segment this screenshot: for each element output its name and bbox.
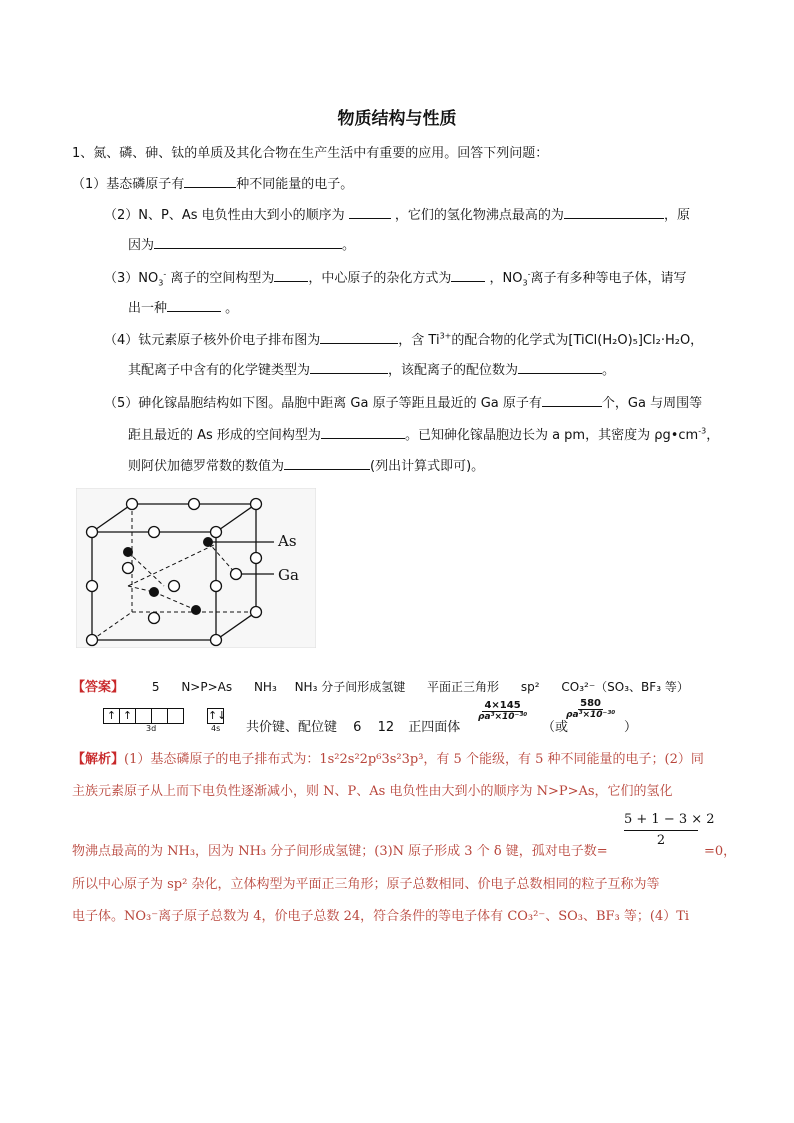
- orbital-box: [151, 708, 168, 724]
- q2-blank-3[interactable]: [154, 236, 342, 249]
- explanation-fraction: [624, 812, 715, 848]
- q5-text-e: ，: [706, 428, 720, 443]
- q5-text-b: 个，Ga 与周围等: [601, 396, 703, 411]
- answer-fraction-1: [478, 700, 527, 722]
- answer-item-4: NH₃ 分子间形成氢键: [294, 680, 406, 694]
- q5-blank-3[interactable]: [284, 457, 370, 470]
- q3-blank-2[interactable]: [451, 269, 485, 282]
- fraction-1-numerator: 4×145: [484, 700, 521, 711]
- explanation-line-1: [72, 748, 704, 767]
- question-4-line2: [128, 361, 615, 380]
- answer-item-1: 5: [151, 680, 160, 694]
- q1-text-b: 种不同能量的电子。: [236, 177, 354, 192]
- question-3-line1: [104, 269, 687, 288]
- label-ga: Ga: [278, 566, 299, 584]
- q1-blank[interactable]: [184, 175, 236, 188]
- explanation-fraction-denominator: 2: [656, 833, 666, 848]
- q2-text-b: ，它们的氢化物沸点最高的为: [394, 208, 564, 223]
- answer-item-10: 12: [377, 720, 395, 735]
- orbital-box: [135, 708, 152, 724]
- question-5-line2: [128, 426, 719, 445]
- explanation-line-3-end: =0，: [704, 844, 737, 859]
- q5-text-g: (列出计算式即可)。: [370, 459, 485, 474]
- q5-blank-2[interactable]: [321, 426, 405, 439]
- q3-text-d: ，NO: [489, 271, 523, 286]
- q5-sup: -3: [698, 426, 707, 436]
- q3-sub: 3: [158, 278, 164, 288]
- orbital-4s-boxes: [208, 708, 227, 724]
- question-3-line2: [128, 299, 238, 318]
- answer-item-7: CO₃²⁻（SO₃、BF₃ 等）: [561, 680, 689, 694]
- orbital-3d: [104, 704, 184, 724]
- answer-item-5: 平面正三角形: [427, 680, 500, 694]
- q2-blank-1[interactable]: [349, 206, 391, 219]
- explanation-line-4: 所以中心原子为 sp² 杂化，立体构型为平面正三角形；原子总数相同、价电子总数相同的粒子互称为等: [72, 877, 660, 892]
- fraction-1-denominator: ρa³×10⁻³⁰: [478, 712, 528, 722]
- q2-text-c: ，原: [663, 208, 690, 223]
- question-5-line3: [128, 457, 484, 476]
- orbital-box: ↑: [119, 708, 136, 724]
- q3-text-e: 离子有多种等电子体，请写: [530, 271, 687, 286]
- answer-item-6: sp²: [520, 680, 540, 694]
- q3-blank-1[interactable]: [274, 269, 308, 282]
- explanation-label: 【解析】: [72, 752, 125, 767]
- orbital-box: ↑↓: [208, 709, 227, 722]
- q1-text-a: （1）基态磷原子有: [72, 177, 185, 192]
- q3-text-b: 离子的空间构型为: [170, 271, 275, 286]
- answer-fraction-2: [566, 698, 615, 720]
- q5-text-a: （5）砷化镓晶胞结构如下图。晶胞中距离 Ga 原子等距且最近的 Ga 原子有: [104, 396, 542, 411]
- q5-text-d: 。已知砷化镓晶胞边长为 a pm，其密度为 ρg•cm: [404, 428, 699, 443]
- explanation-line-3: 物沸点最高的为 NH₃，因为 NH₃ 分子间形成氢键；(3)N 原子形成 3 个 δ 键，孤对电子数=: [72, 844, 608, 859]
- explanation-line-5: 电子体。NO₃⁻离子原子总数为 4，价电子总数 24，符合条件的等电子体有 CO₃²⁻、SO₃、BF₃ 等；(4）Ti: [72, 909, 690, 924]
- question-1: [72, 175, 353, 194]
- answer-or-close: ）: [624, 720, 638, 735]
- q4-text-a: （4）钛元素原子核外价电子排布图为: [104, 333, 321, 348]
- q4-text-c: 的配合物的化学式为[TiCl(H₂O)₅]Cl₂·H₂O，: [451, 333, 704, 348]
- q4-blank-1[interactable]: [320, 331, 398, 344]
- explanation-text-1: (1）基态磷原子的电子排布式为：1s²2s²2p⁶3s²3p³，有 5 个能级，有 5 种不同能量的电子；(2）同: [124, 752, 704, 767]
- answer-item-2: N>P>As: [181, 680, 233, 694]
- q3-sup-2: -: [527, 269, 531, 279]
- q3-sup: -: [163, 269, 167, 279]
- answer-or-open: （或: [542, 720, 569, 735]
- orbital-4s: [208, 704, 227, 724]
- fraction-1: [478, 700, 527, 722]
- answer-item-11: 正四面体: [408, 720, 461, 735]
- orbital-box: [167, 708, 184, 724]
- explanation-line-2: 主族元素原子从上而下电负性逐渐减小，则 N、P、As 电负性由大到小的顺序为 N>P>As，它们的氢化: [72, 784, 673, 799]
- orbital-3d-boxes: [104, 708, 184, 724]
- q2-text-e: 。: [342, 238, 356, 253]
- question-5-line1: [104, 394, 702, 413]
- fraction-2-denominator: ρa³×10⁻³⁰: [566, 710, 616, 720]
- orbital-3d-label: 3d: [146, 724, 157, 733]
- q3-text-a: （3）NO: [104, 271, 159, 286]
- q2-blank-2[interactable]: [564, 206, 664, 219]
- fraction-2: [566, 698, 615, 720]
- q5-blank-1[interactable]: [542, 394, 602, 407]
- label-as: As: [278, 532, 297, 550]
- question-4-line1: [104, 331, 703, 350]
- answer-item-8: 共价键、配位键: [246, 720, 338, 735]
- answer-label: 【答案】: [72, 680, 125, 695]
- answer-item-9: 6: [353, 720, 362, 735]
- q4-text-e: ，该配离子的配位数为: [388, 363, 519, 378]
- fraction-2-numerator: 580: [580, 698, 602, 709]
- orbital-4s-label: 4s: [211, 724, 221, 733]
- q3-sub-2: 3: [522, 278, 528, 288]
- q3-text-c: ，中心原子的杂化方式为: [308, 271, 452, 286]
- q4-text-d: 其配离子中含有的化学键类型为: [128, 363, 311, 378]
- question-intro: 1、氮、磷、砷、钛的单质及其化合物在生产生活中有重要的应用。回答下列问题：: [72, 146, 549, 161]
- q4-blank-3[interactable]: [518, 361, 602, 374]
- q4-text-f: 。: [602, 363, 616, 378]
- answer-line-2: [246, 716, 460, 735]
- question-2-line1: [104, 206, 690, 225]
- crystal-cell-figure: [76, 488, 316, 648]
- question-2-line2: [128, 236, 355, 255]
- q5-text-f: 则阿伏加德罗常数的数值为: [128, 459, 285, 474]
- explanation-fraction-numerator: 5 + 1 − 3 × 2: [624, 812, 698, 831]
- q3-text-g: 。: [225, 301, 239, 316]
- page-title: 物质结构与性质: [337, 109, 457, 129]
- q3-blank-3[interactable]: [167, 299, 221, 312]
- q2-text-d: 因为: [128, 238, 155, 253]
- q5-text-c: 距且最近的 As 形成的空间构型为: [128, 428, 321, 443]
- q4-blank-2[interactable]: [310, 361, 388, 374]
- q3-text-f: 出一种: [128, 301, 168, 316]
- answer-line-1: [72, 676, 689, 695]
- q4-sup: 3+: [439, 331, 452, 341]
- q2-text-a: （2）N、P、As 电负性由大到小的顺序为: [104, 208, 345, 223]
- orbital-box: ↑: [103, 708, 120, 724]
- answer-item-3: NH₃: [253, 680, 277, 694]
- q4-text-b: ，含 Ti: [398, 333, 440, 348]
